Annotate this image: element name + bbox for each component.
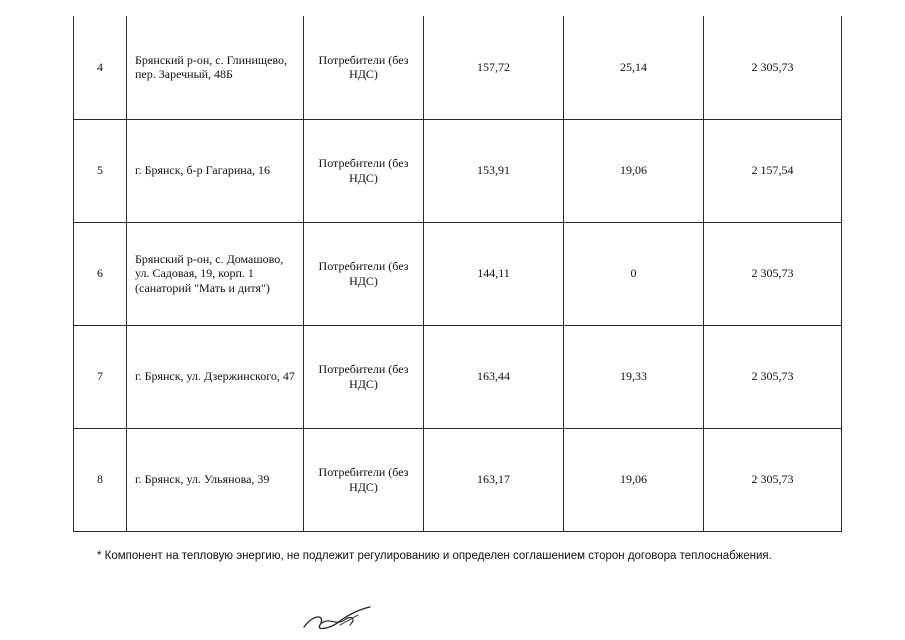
row-value-1: 153,91 xyxy=(424,119,564,222)
table-row xyxy=(74,16,842,119)
row-number: 5 xyxy=(74,119,127,222)
row-number: 7 xyxy=(74,325,127,428)
table-row xyxy=(74,428,842,531)
row-value-3: 2 157,54 xyxy=(704,119,842,222)
table-row xyxy=(74,325,842,428)
row-address: г. Брянск, ул. Ульянова, 39 xyxy=(127,428,304,531)
row-value-1: 163,44 xyxy=(424,325,564,428)
row-number: 6 xyxy=(74,222,127,325)
signature-mark xyxy=(300,603,380,633)
row-number: 8 xyxy=(74,428,127,531)
row-value-2: 0 xyxy=(564,222,704,325)
row-value-2: 25,14 xyxy=(564,16,704,119)
footnote: * Компонент на тепловую энергию, не подлежит регулированию и определен соглашением сторон договора теплоснабжения. xyxy=(97,550,772,562)
row-value-2: 19,06 xyxy=(564,119,704,222)
row-category: Потребители (без НДС) xyxy=(304,222,424,325)
row-address: г. Брянск, ул. Дзержинского, 47 xyxy=(127,325,304,428)
row-address: Брянский р-он, с. Домашово, ул. Садовая, 19, корп. 1 (санаторий "Мать и дитя") xyxy=(127,222,304,325)
row-category: Потребители (без НДС) xyxy=(304,428,424,531)
row-value-3: 2 305,73 xyxy=(704,428,842,531)
row-category: Потребители (без НДС) xyxy=(304,119,424,222)
row-number: 4 xyxy=(74,16,127,119)
row-address: г. Брянск, б-р Гагарина, 16 xyxy=(127,119,304,222)
row-value-1: 144,11 xyxy=(424,222,564,325)
row-address: Брянский р-он, с. Глинищево, пер. Заречный, 48Б xyxy=(127,16,304,119)
row-category: Потребители (без НДС) xyxy=(304,16,424,119)
tariff-table xyxy=(73,16,842,532)
row-value-3: 2 305,73 xyxy=(704,325,842,428)
table-row xyxy=(74,222,842,325)
row-value-1: 163,17 xyxy=(424,428,564,531)
row-value-1: 157,72 xyxy=(424,16,564,119)
row-value-3: 2 305,73 xyxy=(704,16,842,119)
row-value-2: 19,06 xyxy=(564,428,704,531)
row-value-3: 2 305,73 xyxy=(704,222,842,325)
row-value-2: 19,33 xyxy=(564,325,704,428)
table-row xyxy=(74,119,842,222)
row-category: Потребители (без НДС) xyxy=(304,325,424,428)
